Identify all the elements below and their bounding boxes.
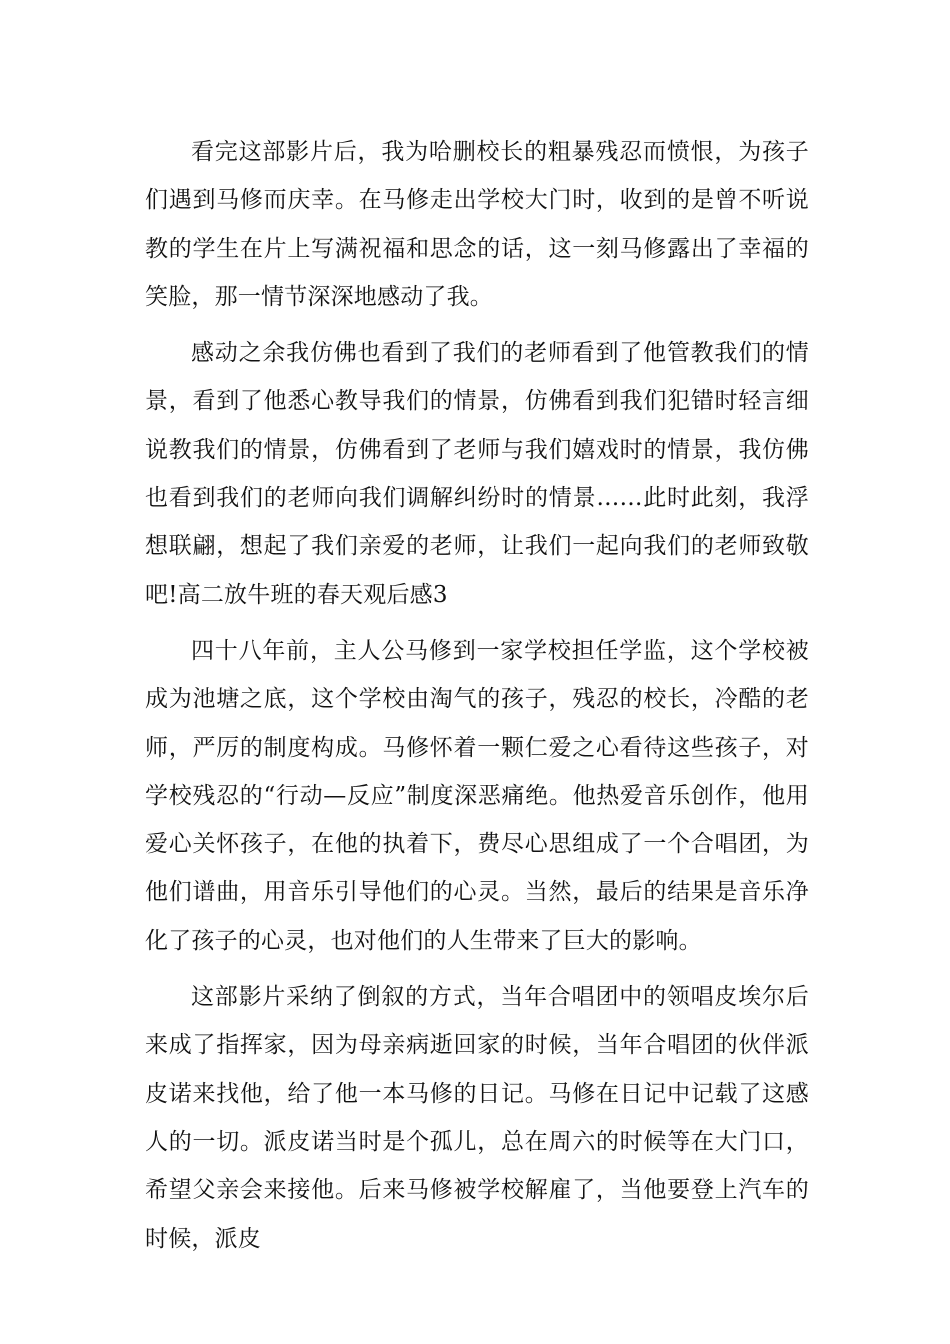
paragraph-4: 这部影片采纳了倒叙的方式，当年合唱团中的领唱皮埃尔后来成了指挥家，因为母亲病逝回家的时候，当年合唱团的伙伴派皮诺来找他，给了他一本马修的日记。马修在日记中记载了这感人的一切。派皮诺当时是个孤儿，总在周六的时候等在大门口，希望父亲会来接他。后来马修被学校解雇了，当他要登上汽车的时候，派皮 bbox=[145, 984, 809, 1252]
document-body bbox=[145, 128, 809, 1263]
paragraph-2: 感动之余我仿佛也看到了我们的老师看到了他管教我们的情景，看到了他悉心教导我们的情景，仿佛看到我们犯错时轻言细说教我们的情景，仿佛看到了老师与我们嬉戏时的情景，我仿佛也看到我们的老师向我们调解纠纷时的情景……此时此刻，我浮想联翩，想起了我们亲爱的老师，让我们一起向我们的老师致敬吧!高二放牛班的春天观后感3 bbox=[145, 340, 809, 608]
paragraph-3: 四十八年前，主人公马修到一家学校担任学监，这个学校被成为池塘之底，这个学校由淘气的孩子，残忍的校长，冷酷的老师，严厉的制度构成。马修怀着一颗仁爱之心看待这些孩子，对学校残忍的“行动—反应”制度深恶痛绝。他热爱音乐创作，他用爱心关怀孩子，在他的执着下，费尽心思组成了一个合唱团，为他们谱曲，用音乐引导他们的心灵。当然，最后的结果是音乐净化了孩子的心灵，也对他们的人生带来了巨大的影响。 bbox=[145, 637, 809, 954]
paragraph-1: 看完这部影片后，我为哈删校长的粗暴残忍而愤恨，为孩子们遇到马修而庆幸。在马修走出学校大门时，收到的是曾不听说教的学生在片上写满祝福和思念的话，这一刻马修露出了幸福的笑脸，那一情节深深地感动了我。 bbox=[145, 139, 809, 310]
